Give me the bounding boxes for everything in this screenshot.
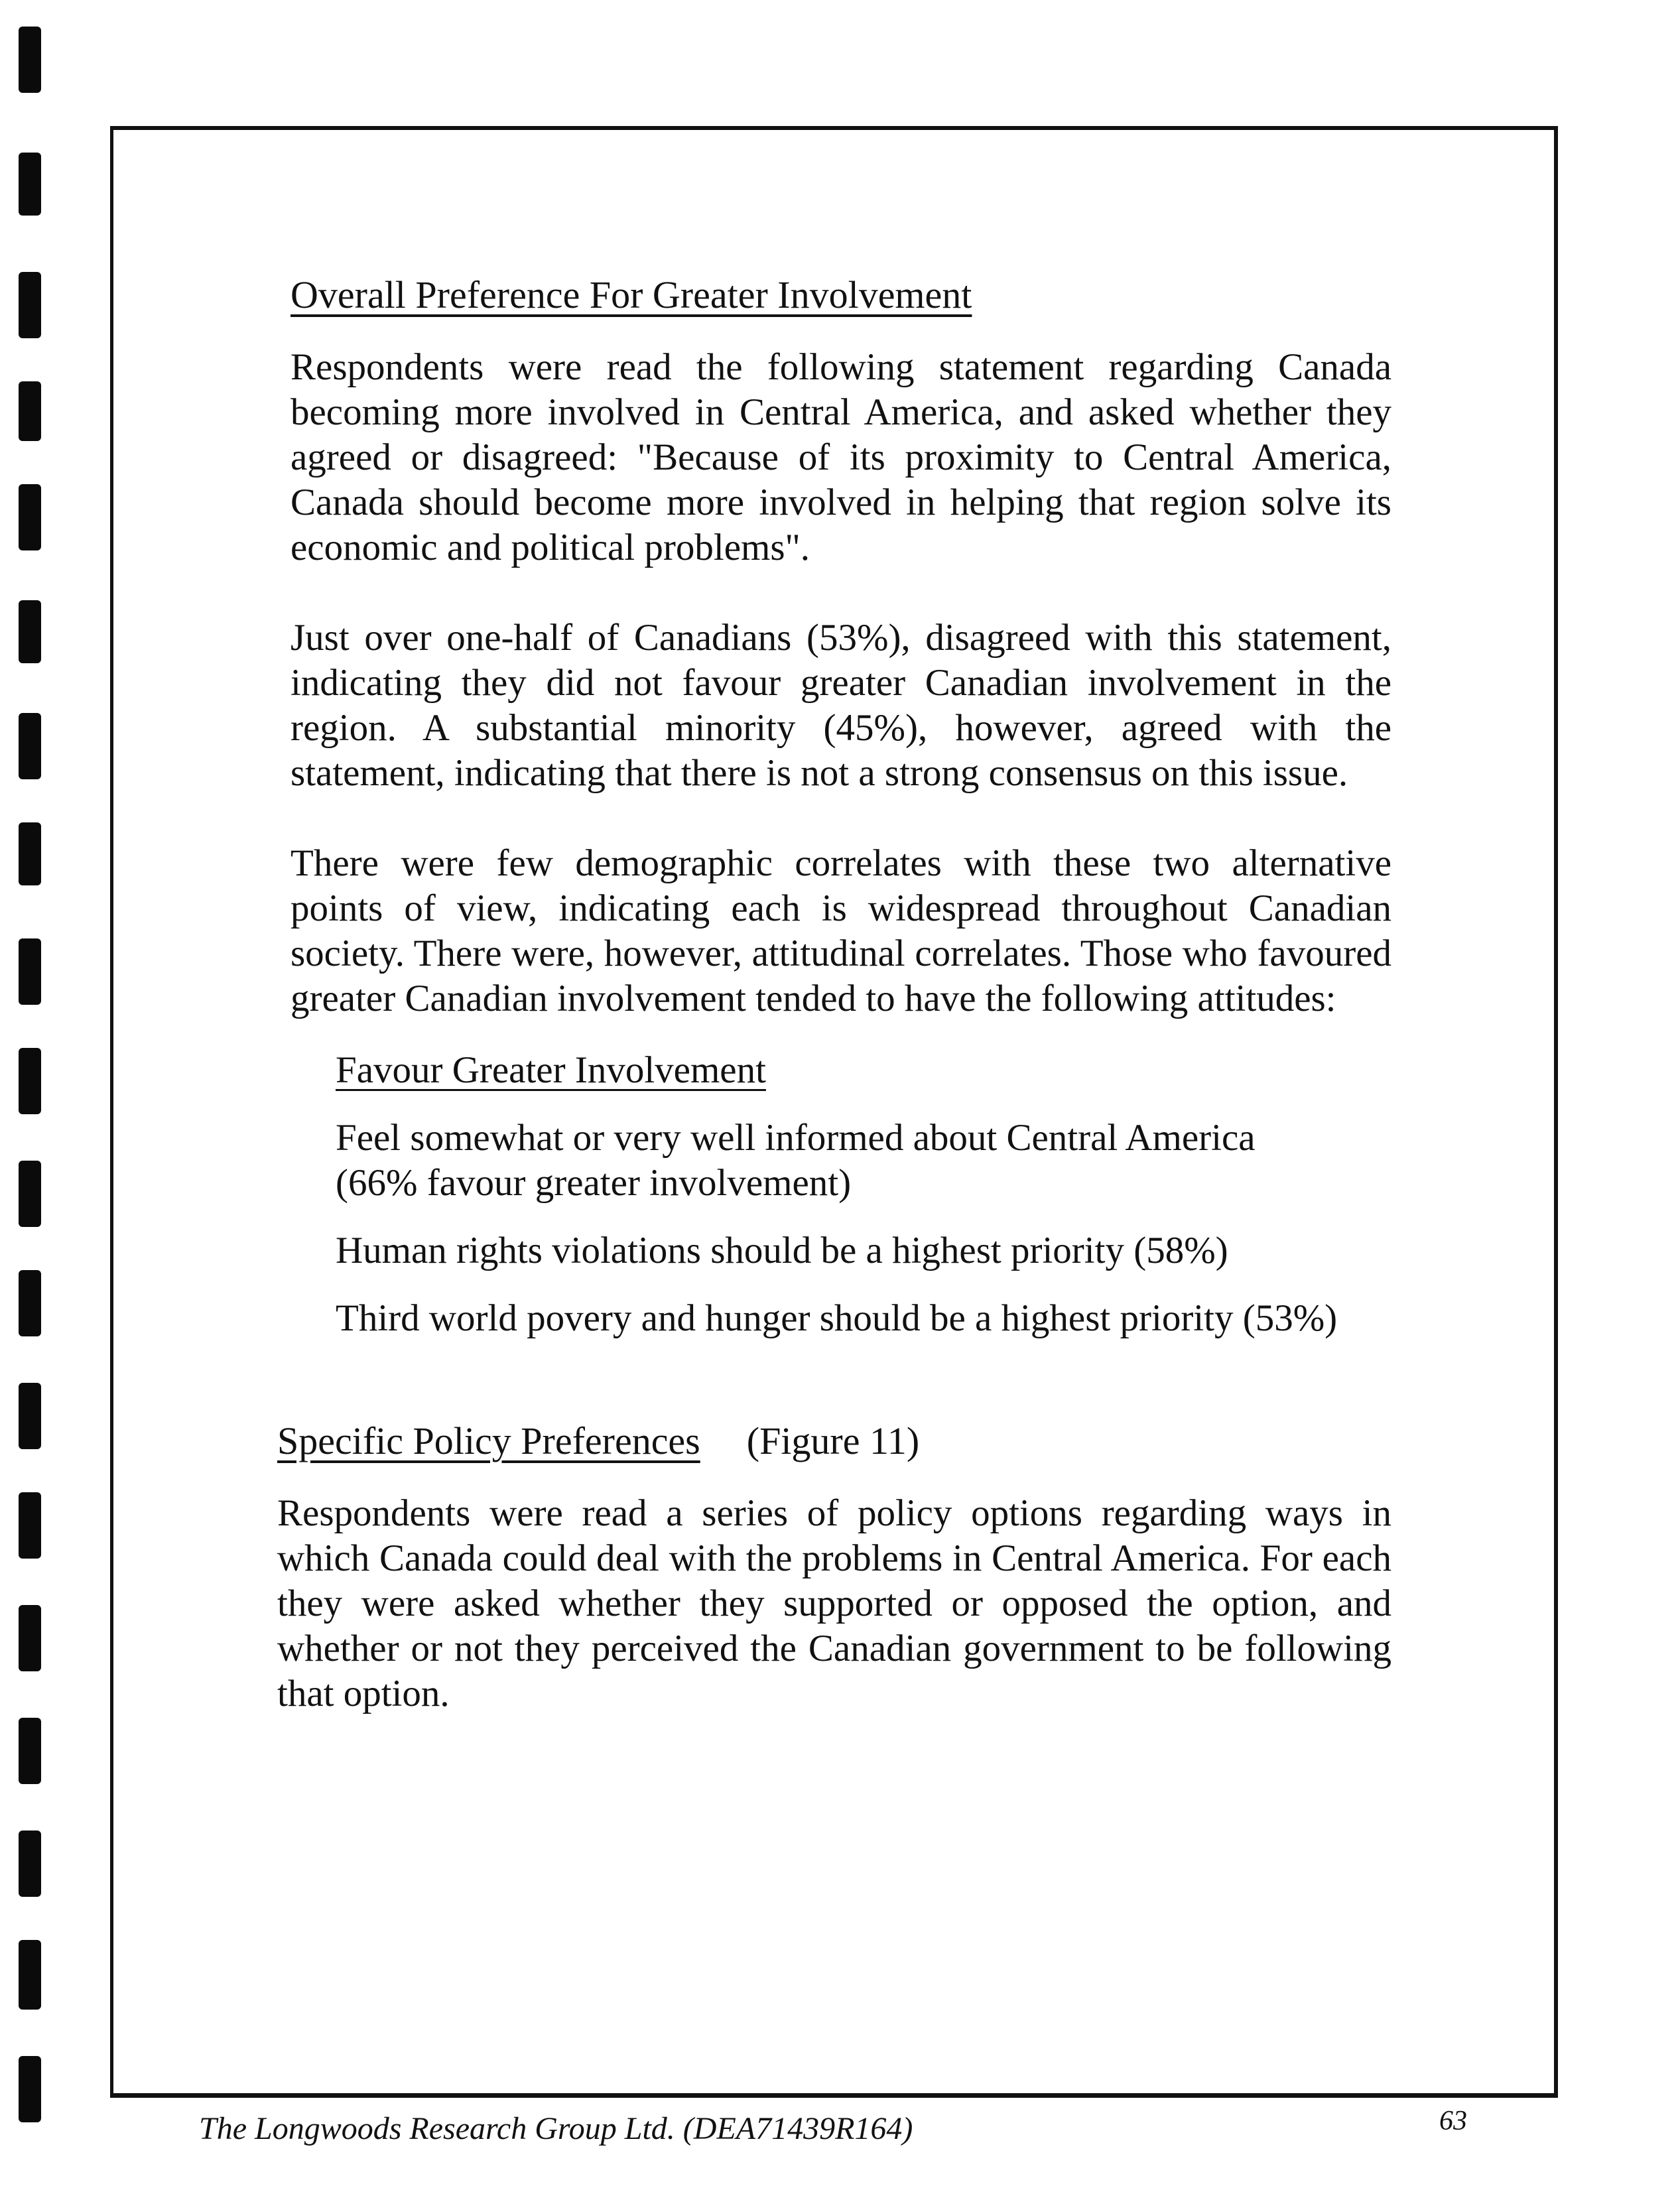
binder-hole: [19, 1831, 41, 1897]
binder-holes: [0, 0, 80, 2186]
section-heading-text: Overall Preference For Greater Involvement: [291, 273, 972, 316]
list-heading: [336, 1048, 1391, 1093]
list-heading-text: Favour Greater Involvement: [336, 1049, 766, 1091]
figure-reference: (Figure 11): [746, 1419, 920, 1462]
binder-hole: [19, 938, 41, 1005]
binder-hole: [19, 1718, 41, 1784]
paragraph: Respondents were read a series of policy options regarding ways in which Canada could deal with the problems in Central America. For each they were asked whether they supported or opposed the option, and whether or not they perceived the Canadian government to be following that option.: [277, 1492, 1391, 1714]
binder-hole: [19, 27, 41, 93]
binder-hole: [19, 713, 41, 779]
binder-hole: [19, 600, 41, 663]
paragraph: There were few demographic correlates with these two alternative points of view, indicating each is widespread throughout Canadian society. There were, however, attitudinal correlates. Those who favoured greater Canadian involvement tended to have the following attitudes:: [291, 842, 1391, 1019]
attitude-list: [336, 1048, 1391, 1341]
binder-hole: [19, 153, 41, 216]
list-item: Human rights violations should be a highest priority (58%): [336, 1230, 1228, 1271]
binder-hole: [19, 1492, 41, 1559]
list-item: Feel somewhat or very well informed about Central America (66% favour greater involvement): [336, 1117, 1256, 1204]
binder-hole: [19, 1940, 41, 2010]
binder-hole: [19, 272, 41, 338]
paragraph: Respondents were read the following statement regarding Canada becoming more involved in Central America, and asked whether they agreed or disagreed: "Because of its proximity to Central America, Canada should become more involved in helping that region solve its economic and political problems".: [291, 346, 1391, 568]
binder-hole: [19, 1605, 41, 1671]
list-item: Third world povery and hunger should be a highest priority (53%): [336, 1297, 1338, 1339]
binder-hole: [19, 2056, 41, 2122]
section-heading: [277, 1418, 1391, 1464]
binder-hole: [19, 1270, 41, 1336]
binder-hole: [19, 1048, 41, 1114]
binder-hole: [19, 1383, 41, 1449]
footer-publisher: The Longwoods Research Group Ltd. (DEA71439R164): [199, 2111, 913, 2146]
binder-hole: [19, 1161, 41, 1227]
section-heading: [291, 272, 1391, 318]
section-heading-text: Specific Policy Preferences: [277, 1419, 700, 1462]
page-content: [277, 272, 1391, 1762]
page-number: 63: [1439, 2106, 1467, 2136]
paragraph: Just over one-half of Canadians (53%), disagreed with this statement, indicating they did not favour greater Canadian involvement in the region. A substantial minority (45%), however, agreed with the statement, indicating that there is not a strong consensus on this issue.: [291, 617, 1391, 794]
binder-hole: [19, 822, 41, 885]
binder-hole: [19, 484, 41, 550]
binder-hole: [19, 381, 41, 441]
